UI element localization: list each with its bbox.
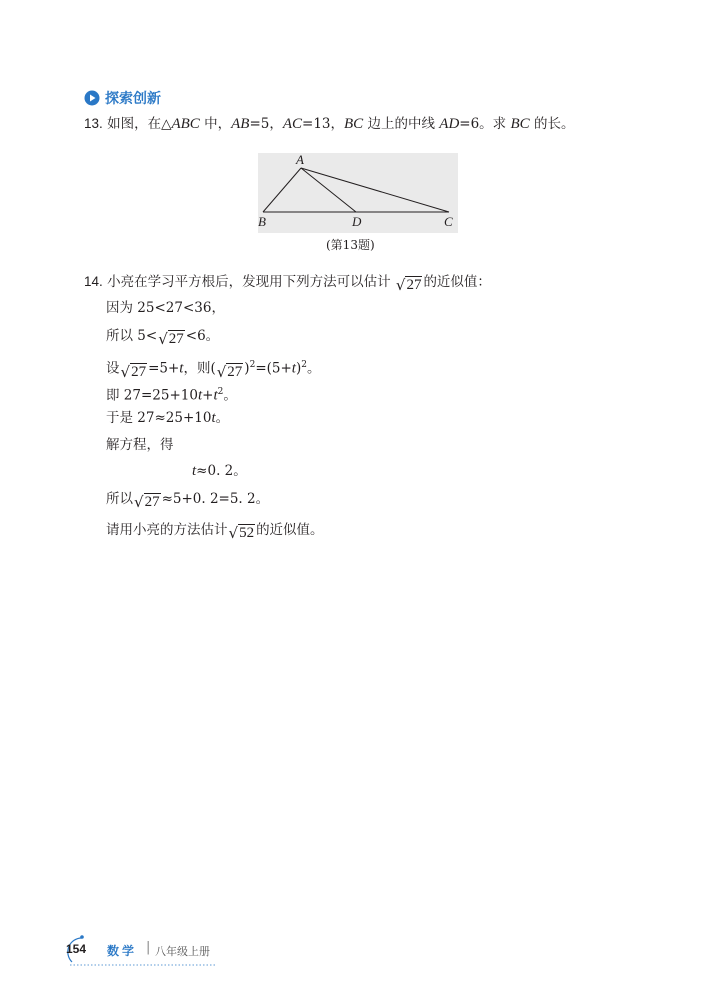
q13-var: BC [510,116,530,132]
sqrt-expression [158,330,185,348]
q13-var: AD [439,116,460,132]
q13-var: AC [282,116,303,132]
q13-text: =5， [249,116,283,132]
footer-subject: 数学 [107,944,138,958]
label-d: D [352,214,362,229]
var-t: t [197,387,203,404]
q13-text: 中， [199,116,232,132]
question-14-line-3 [106,326,219,348]
label-c: C [444,214,453,229]
question-14-line-6 [106,408,229,428]
footer-grade: 八年级上册 [155,945,210,958]
text: <6。 [185,328,220,344]
question-13 [84,114,574,134]
q13-var: ABC [171,116,200,132]
text: 小亮在学习平方根后，发现用下列方法可以估计 [107,274,391,290]
question-14-line-10 [106,520,324,542]
question-14-line-1 [84,272,491,294]
text: =5+ [148,360,180,377]
q13-text: 边上的中线 [363,116,440,132]
section-title: 探索创新 [105,91,161,107]
page-number: 154 [66,942,87,956]
exponent: 2 [301,360,307,370]
text: 。 [223,387,237,404]
var-t: t [192,463,197,479]
var-t: t [211,410,216,426]
text: 所以 [106,491,133,507]
var-t: t [213,387,218,404]
question-14-line-7 [106,435,174,455]
figure-caption: (第13题) [326,238,375,252]
question-14-line-8 [192,461,247,481]
text: 即 27=25+10 [106,387,198,404]
text: 设 [106,360,120,377]
question-14-line-4 [106,355,320,381]
question-14-line-9 [106,489,269,511]
q13-var: BC [344,116,364,132]
text: + [202,387,214,404]
footer-separator: | [146,940,151,955]
text: ) [244,360,250,377]
text: ，则( [183,360,216,377]
text: 的近似值。 [256,522,324,538]
var-t: t [291,360,296,377]
label-a: A [296,153,304,167]
exponent: 2 [249,360,256,370]
sqrt-sign: √ [134,493,144,511]
text: 。 [215,410,230,426]
radicand: 27 [144,494,160,510]
label-b: B [258,214,266,229]
q13-text: 如图，在△ [107,116,172,132]
text: ) [295,360,302,377]
text: 所以 5< [106,328,158,344]
radicand: 27 [168,331,184,347]
text: 解方程，得 [106,437,174,453]
question-number: 13. [84,116,103,131]
sqrt-sign: √ [120,362,131,381]
exponent: 2 [217,387,224,397]
question-14-line-5 [106,382,237,406]
text: 的近似值： [423,274,491,290]
radicand: 27 [131,363,147,380]
radicand: 27 [227,363,243,380]
radicand: 52 [239,525,255,541]
radicand: 27 [406,277,422,293]
section-header [84,88,161,108]
text: 。 [306,360,321,377]
q13-var: AB [231,116,250,132]
sqrt-sign: √ [216,362,227,381]
sqrt-expression [134,493,161,511]
text: 请用小亮的方法估计 [106,522,228,538]
question-14-line-2 [106,298,225,318]
var-t: t [179,360,184,377]
play-circle-icon [84,90,100,106]
sqrt-expression [229,524,256,542]
triangle-figure [258,153,458,237]
question-number: 14. [84,274,103,289]
q13-text: =13， [302,116,345,132]
sqrt-expression [396,276,423,294]
sqrt-sign: √ [158,330,168,348]
text: 于是 27≈25+10 [106,410,212,426]
text: ≈0. 2。 [196,463,247,479]
sqrt-sign: √ [228,524,239,542]
text: ≈5+0. 2=5. 2。 [161,491,270,507]
sqrt-sign: √ [395,276,406,294]
triangle-diagram [258,153,458,233]
text: =(5+ [255,360,292,377]
q13-text: =6。求 [459,116,511,132]
sqrt-expression [217,363,244,381]
sqrt-expression [121,363,148,381]
q13-text: 的长。 [529,116,575,132]
text: 因为 25<27<36， [106,300,225,316]
